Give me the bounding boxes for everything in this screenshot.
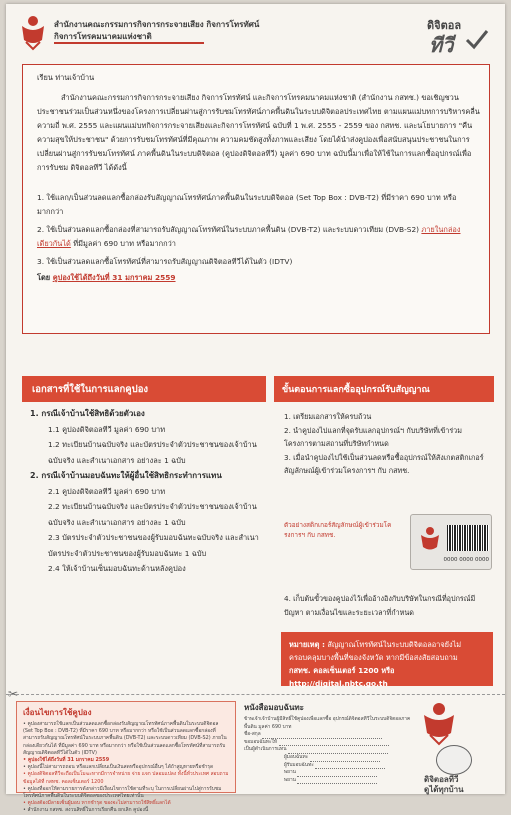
notice-body: สัญญาณโทรทัศน์ในระบบดิจิตอลอาจยังไม่ครอบคลุมบางพื้นที่ของจังหวัด หากมีข้อสงสัยสอบถาม (289, 640, 462, 662)
proxy-field-name[interactable] (244, 731, 412, 739)
letter-header (6, 4, 505, 62)
use-item-2-text: 2. ใช้เป็นส่วนลดแลกซื้อกล่องที่สามารถรับสัญญาณโทรทัศน์ในระบบภาคพื้นดิน (DVB-T2) และระบบดาวเทียม (DVB-S2) (37, 225, 420, 234)
condition-3: • คูปองนี้ไม่สามารถถอน หรือแลกเปลี่ยนเป็นเงินสดหรืออุปกรณ์อื่นๆ ได้ถ้าสูญหายหรือชำรุด (23, 764, 214, 771)
case-1-item-2: 1.2 ทะเบียนบ้านฉบับจริง และบัตรประจำตัวประชาชนของเจ้าบ้านฉบับจริง และสำเนาเอกสาร อย่างละ 1 ฉบับ (48, 440, 257, 465)
proxy-title: หนังสือมอบฉันทะ (244, 703, 304, 712)
proxy-field-witness2[interactable] (244, 777, 412, 785)
documents-panel (22, 376, 266, 586)
salutation: เรียน ท่านเจ้าบ้าน (37, 73, 95, 82)
proxy-field-act[interactable] (244, 746, 412, 754)
brand-line2: ดูได้ทุกบ้าน (424, 785, 464, 794)
deadline-line (37, 271, 176, 285)
use-item-2-tail: ที่มีมูลค่า 690 บาท หรือมากกว่า (73, 239, 176, 248)
conditions-title: เงื่อนไขการใช้คูปอง (23, 708, 92, 717)
field-label: พยาน (284, 777, 296, 783)
step-1: 1. เตรียมเอกสารให้ครบถ้วน (284, 412, 372, 421)
use-item-2 (37, 223, 481, 251)
field-label: ขอมอบฉันทะให้ (244, 739, 278, 745)
case-1-item-1: 1.1 คูปองดิจิตอลทีวี มูลค่า 690 บาท (48, 424, 166, 434)
field-label: พยาน (284, 770, 296, 776)
coupon-number: 0000 0000 0000 (443, 557, 489, 563)
condition-4: • คูปองดิจิตอลทีวีจะถือเป็นโมฆะหากมีการจำหน่าย จ่าย แจก ปลอมแปลง ทั้งนี้ทั่วประเทศ สอบถามข้อมูลได้ที่ กสทช. คอลเซ็นเตอร์ 1200 (23, 771, 229, 785)
documents-body (30, 406, 266, 577)
deadline-date: คูปองใช้ได้ถึงวันที่ 31 มกราคม 2559 (52, 273, 176, 282)
field-label: ชื่อ-สกุล (244, 732, 261, 738)
header-divider (54, 42, 204, 44)
proxy-intro: ข้าพเจ้าเจ้าบ้านผู้มีสิทธิ์ใช้คูปองเพื่อแลกซื้อ อุปกรณ์ดิจิตอลทีวีในระบบดิจิตอลภาคพื้นดิน มูลค่า 690 บาท (244, 717, 411, 730)
sticker-sample (284, 514, 492, 576)
step-4: 4. เก็บต้นขั้วของคูปองไว้เพื่ออ้างอิงกับบริษัทในกรณีที่อุปกรณ์มีปัญหา ตามเงื่อนไขและระยะเวลาที่กำหนด (284, 594, 476, 617)
scissors-icon: ✂ (8, 687, 19, 701)
case-2-item-2: 2.2 ทะเบียนบ้านฉบับจริง และบัตรประจำตัวประชาชนของเจ้าบ้านฉบับจริง และสำเนาเอกสาร อย่างละ 1 ฉบับ (48, 502, 257, 527)
deadline-prefix: โดย (37, 273, 53, 282)
logo-title: ดิจิตอล (427, 20, 462, 32)
garuda-stub-icon (422, 701, 456, 745)
case-2-item-4: 2.4 ให้เจ้าบ้านเซ็นมอบฉันทะด้านหลังคูปอง (48, 564, 186, 573)
coupon-stub (16, 701, 496, 814)
org-name-line1: สำนักงานคณะกรรมการกิจการกระจายเสียง กิจการโทรทัศน์ (54, 20, 260, 29)
use-item-3: 3. ใช้เป็นส่วนลดแลกซื้อโทรทัศน์ที่สามารถรับสัญญาณดิจิตอลทีวีได้ในตัว (IDTV) (37, 257, 293, 266)
letter-box (22, 64, 490, 334)
field-label: เป็นผู้ดำเนินการแทน (244, 747, 287, 753)
perforation-line (6, 694, 505, 695)
notice-text (289, 638, 485, 664)
barcode-icon (447, 525, 489, 551)
step-2: 2. นำคูปองไปแลกที่จุดรับแลกอุปกรณ์ฯ กับบริษัทที่เข้าร่วมโครงการตามสถานที่บริษัทกำหนด (284, 425, 462, 448)
proxy-form (244, 701, 412, 793)
coupon-letter-sheet (6, 4, 505, 814)
sticker-caption: ตัวอย่างสติกเกอร์สัญลักษณ์ผู้เข้าร่วมโครงการฯ กับ กสทช. (284, 521, 392, 539)
mascot-logo (416, 745, 494, 793)
conditions-box (16, 701, 236, 814)
digital-tv-logo (415, 10, 495, 56)
step-3: 3. เมื่อนำคูปองไปใช้เป็นส่วนลดหรือซื้ออุปกรณ์ให้สังเกตสติกเกอร์สัญลักษณ์ผู้เข้าร่วมโครงการฯ กับ กสทช. (284, 452, 484, 475)
proxy-field-grantor[interactable] (244, 754, 412, 762)
notice-label: หมายเหตุ : (289, 640, 325, 649)
notice-contact[interactable]: กสทช. คอลเซ็นเตอร์ 1200 หรือ http://digital.nbtc.go.th (289, 666, 395, 688)
condition-7: • สำนักงาน กสทช. สงวนสิทธิ์ในการเรียกคืน ยกเลิก คูปองนี้ (23, 807, 149, 814)
case-2-item-3: 2.3 บัตรประจำตัวประชาชนของผู้รับมอบฉันทะฉบับจริง และสำเนาบัตรประจำตัวประชาชนของผู้รับมอบฉันทะ 1 ฉบับ (48, 533, 259, 558)
condition-5: • คูปองที่ออกให้ตามรายการดังกล่าวมีเงื่อนไขการใช้ตามที่ระบุ ในการเปลี่ยนผ่านไปสู่การรับชมโทรทัศน์ภาคพื้นดินในระบบดิจิตอลของประเทศไทยเท่านั้น (23, 785, 222, 800)
field-label: ผู้มอบฉันทะ (284, 754, 309, 760)
condition-2: • คูปองใช้ได้ถึงวันที่ 31 มกราคม 2559 (23, 757, 110, 764)
use-item-1: 1. ใช้แลก/เป็นส่วนลดแลกซื้อกล่องรับสัญญาณโทรทัศน์ภาคพื้นดินในระบบดิจิตอล (Set Top Box : DVB-T2) ที่มีราคา 690 บาท หรือมากกว่า (37, 193, 457, 216)
proxy-field-delegate[interactable] (244, 739, 412, 747)
garuda-small-icon (419, 525, 441, 553)
notice-box (281, 632, 493, 686)
proxy-field-grantee[interactable] (244, 762, 412, 770)
condition-6: • คูปองต้องมีลายเซ็นผู้มอบ หากชำรุด ของจะไม่สามารถใช้สิทธิ์แลกได้ (23, 800, 171, 807)
sample-coupon-card (410, 514, 492, 570)
checkmark-icon (465, 28, 489, 50)
condition-1: • คูปองสามารถใช้แลกเป็นส่วนลดแลกซื้อกล่องรับสัญญาณโทรทัศน์ภาคพื้นดินในระบบดิจิตอล (Set Top Box : DVB-T2) ที่มีราคา 690 บาท หรือมากกว่า หรือใช้เป็นส่วนลดแลกซื้อกล่องที่สามารถรับสัญญาณโทรทัศน์ในระบบภาคพื้นดิน (DVB-T2) และระบบดาวเทียม (DVB-S2) ภายในกล่องเดียวกันได้ ที่มีมูลค่า 690 บาท หรือมากกว่า หรือใช้เป็นส่วนลดแลกซื้อโทรทัศน์ที่สามารถรับสัญญาณดิจิตอลทีวีได้ในตัว (IDTV) (23, 721, 227, 756)
logo-subtitle: ทีวี (429, 35, 454, 57)
org-name-line2: กิจการโทรคมนาคมแห่งชาติ (54, 32, 152, 41)
steps-title: ขั้นตอนการแลกซื้ออุปกรณ์รับสัญญาณ (274, 376, 494, 402)
garuda-emblem-icon (20, 14, 46, 50)
case-1-heading: 1. กรณีเจ้าบ้านใช้สิทธิด้วยตัวเอง (30, 409, 145, 418)
case-2-heading: 2. กรณีเจ้าบ้านมอบฉันทะให้ผู้อื่นใช้สิทธิกระทำการแทน (30, 471, 222, 480)
documents-title: เอกสารที่ใช้ในการแลกคูปอง (22, 376, 266, 402)
use-item-2-emphasis: ภายในกล่องเดียวกันได้ (37, 225, 461, 248)
proxy-field-witness1[interactable] (244, 769, 412, 777)
brand-line1: ดิจิตอลทีวี (424, 775, 459, 784)
mascot-face-icon (436, 745, 472, 775)
case-2-item-1: 2.1 คูปองดิจิตอลทีวี มูลค่า 690 บาท (48, 486, 166, 496)
field-label: ผู้รับมอบฉันทะ (284, 762, 314, 768)
letter-body: สำนักงานคณะกรรมการกิจการกระจายเสียง กิจการโทรทัศน์ และกิจการโทรคมนาคมแห่งชาติ (สำนักงาน กสทช.) ขอเชิญชวนประชาชนร่วมเป็นส่วนหนึ่งของโครงการเปลี่ยนผ่านสู่การรับชมโทรทัศน์ภาคพื้นดินในระบบดิจิตอลประเทศไทย ตามแผนแม่บทการบริหารคลื่นความถี่ พ.ศ. 2555 และแผนแม่บทกิจการกระจายเสียงและกิจการโทรทัศน์ ฉบับที่ 1 พ.ศ. 2555 - 2559 ของ กสทช. และนโยบายการ "คืนความสุขให้ประชาชน" ด้วยการรับชมโทรทัศน์ที่มีคุณภาพ ความคมชัดสูงทั้งภาพและเสียง โดยได้นำส่งคูปองเพื่อสนับสนุนประชาชนในการเปลี่ยนผ่านสู่การรับชมโทรทัศน์ ภาคพื้นดินในระบบดิจิตอล (คูปองดิจิตอลทีวี) มูลค่า 690 บาท ฉบับนี้มาเพื่อให้ใช้ในการแลกซื้ออุปกรณ์เพื่อการรับชม ดิจิตอลทีวี ได้ดังนี้ (37, 93, 480, 172)
steps-body (284, 410, 490, 478)
